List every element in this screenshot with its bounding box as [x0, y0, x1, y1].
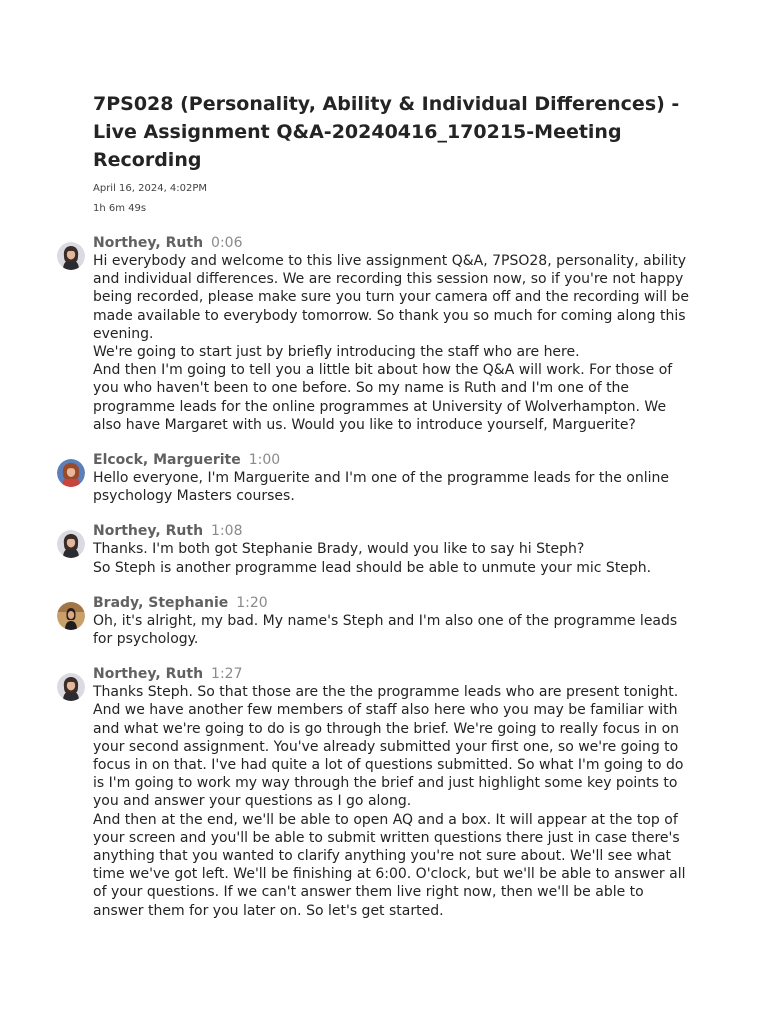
speaker-name: Northey, Ruth: [93, 235, 204, 251]
transcript-line: your second assignment. You've already submitted your first one, so we're going to: [93, 738, 679, 755]
transcript-line: and individual differences. We are recording this session now, so if you're not happy: [93, 271, 684, 288]
transcript-line: programme leads for the online programmes at University of Wolverhampton. We: [93, 398, 667, 415]
transcript-entry: [57, 523, 717, 576]
transcript-line: you who haven't been to one before. So my name is Ruth and I'm one of the: [93, 380, 630, 397]
transcript-line: answer them for you later on. So let's get started.: [93, 902, 444, 919]
speaker-name: Brady, Stephanie: [93, 594, 229, 611]
avatar-elcock-marguerite: [57, 459, 85, 487]
meeting-header: [93, 90, 693, 214]
transcript-entry: [57, 235, 717, 434]
transcript-line: Thanks. I'm both got Stephanie Brady, would you like to say hi Steph?: [93, 541, 585, 558]
transcript-line: you and answer your questions as I go along.: [93, 793, 412, 810]
avatar-northey-ruth: [57, 242, 85, 270]
timestamp[interactable]: 1:27: [211, 666, 243, 683]
meeting-title-line: Live Assignment Q&A-20240416_170215-Meeting: [93, 121, 622, 143]
timestamp[interactable]: 1:08: [211, 523, 243, 540]
transcript-line: made available to everybody tomorrow. So thank you so much for coming along this: [93, 307, 686, 324]
avatar-northey-ruth: [57, 673, 85, 701]
speaker-name: Elcock, Marguerite: [93, 452, 241, 469]
transcript-line: And we have another few members of staff also here who you may be familiar with: [93, 702, 678, 719]
transcript-line: And then at the end, we'll be able to open AQ and a box. It will appear at the top of: [93, 811, 678, 828]
transcript-line: psychology Masters courses.: [93, 488, 295, 505]
transcript-entry: [57, 666, 717, 920]
transcript-line: Thanks Steph. So that those are the the programme leads who are present tonight.: [93, 684, 679, 701]
transcript-line: and what we're going to do is go through the brief. We're going to really focus in on: [93, 720, 680, 737]
avatar-brady-stephanie: [57, 602, 85, 630]
transcript-line: is I'm going to work my way through the brief and just highlight some key points to: [93, 775, 678, 792]
transcript-text: [93, 612, 717, 648]
meeting-date: April 16, 2024, 4:02PM: [93, 183, 208, 194]
meeting-title-line: 7PS028 (Personality, Ability & Individual Differences) -: [93, 93, 680, 115]
transcript-line: focus in on that. I've had quite a lot of questions submitted. So what I'm going to do: [93, 757, 684, 774]
transcript-line: evening.: [93, 325, 154, 342]
timestamp[interactable]: 0:06: [211, 235, 243, 251]
transcript-line: of your questions. If we can't answer them live right now, then we'll be able to: [93, 884, 644, 901]
transcript-entry: [57, 595, 717, 648]
transcript-entry: [57, 452, 717, 505]
transcript-line: We're going to start just by briefly introducing the staff who are here.: [93, 344, 580, 361]
timestamp[interactable]: 1:20: [236, 594, 268, 611]
transcript-text: [93, 683, 717, 920]
transcript-line: So Steph is another programme lead should be able to unmute your mic Steph.: [93, 559, 652, 576]
transcript-line: time we've got left. We'll be finishing at 6:00. O'clock, but we'll be able to answer all: [93, 866, 686, 883]
transcript-text: [93, 252, 717, 434]
meeting-title-line: Recording: [93, 149, 202, 171]
transcript-list: [57, 235, 717, 938]
speaker-name: Northey, Ruth: [93, 523, 204, 540]
meeting-duration: 1h 6m 49s: [93, 203, 147, 214]
transcript-line: your screen and you'll be able to submit written questions there just in case there's: [93, 829, 680, 846]
transcript-text: [93, 540, 717, 576]
transcript-line: Hi everybody and welcome to this live assignment Q&A, 7PSO28, personality, ability: [93, 253, 687, 269]
transcript-line: for psychology.: [93, 631, 199, 648]
transcript-line: And then I'm going to tell you a little bit about how the Q&A will work. For those of: [93, 362, 673, 379]
transcript-line: also have Margaret with us. Would you like to introduce yourself, Marguerite?: [93, 416, 636, 433]
timestamp[interactable]: 1:00: [248, 452, 281, 469]
transcript-line: being recorded, please make sure you turn your camera off and the recording will be: [93, 289, 689, 306]
transcript-line: Hello everyone, I'm Marguerite and I'm one of the programme leads for the online: [93, 470, 669, 487]
speaker-name: Northey, Ruth: [93, 666, 204, 683]
transcript-line: anything that you wanted to clarify anything you're not sure about. We'll see what: [93, 848, 672, 865]
meeting-title: [93, 90, 693, 174]
transcript-line: Oh, it's alright, my bad. My name's Steph and I'm also one of the programme leads: [93, 612, 678, 629]
avatar-northey-ruth: [57, 530, 85, 558]
transcript-text: [93, 469, 717, 505]
